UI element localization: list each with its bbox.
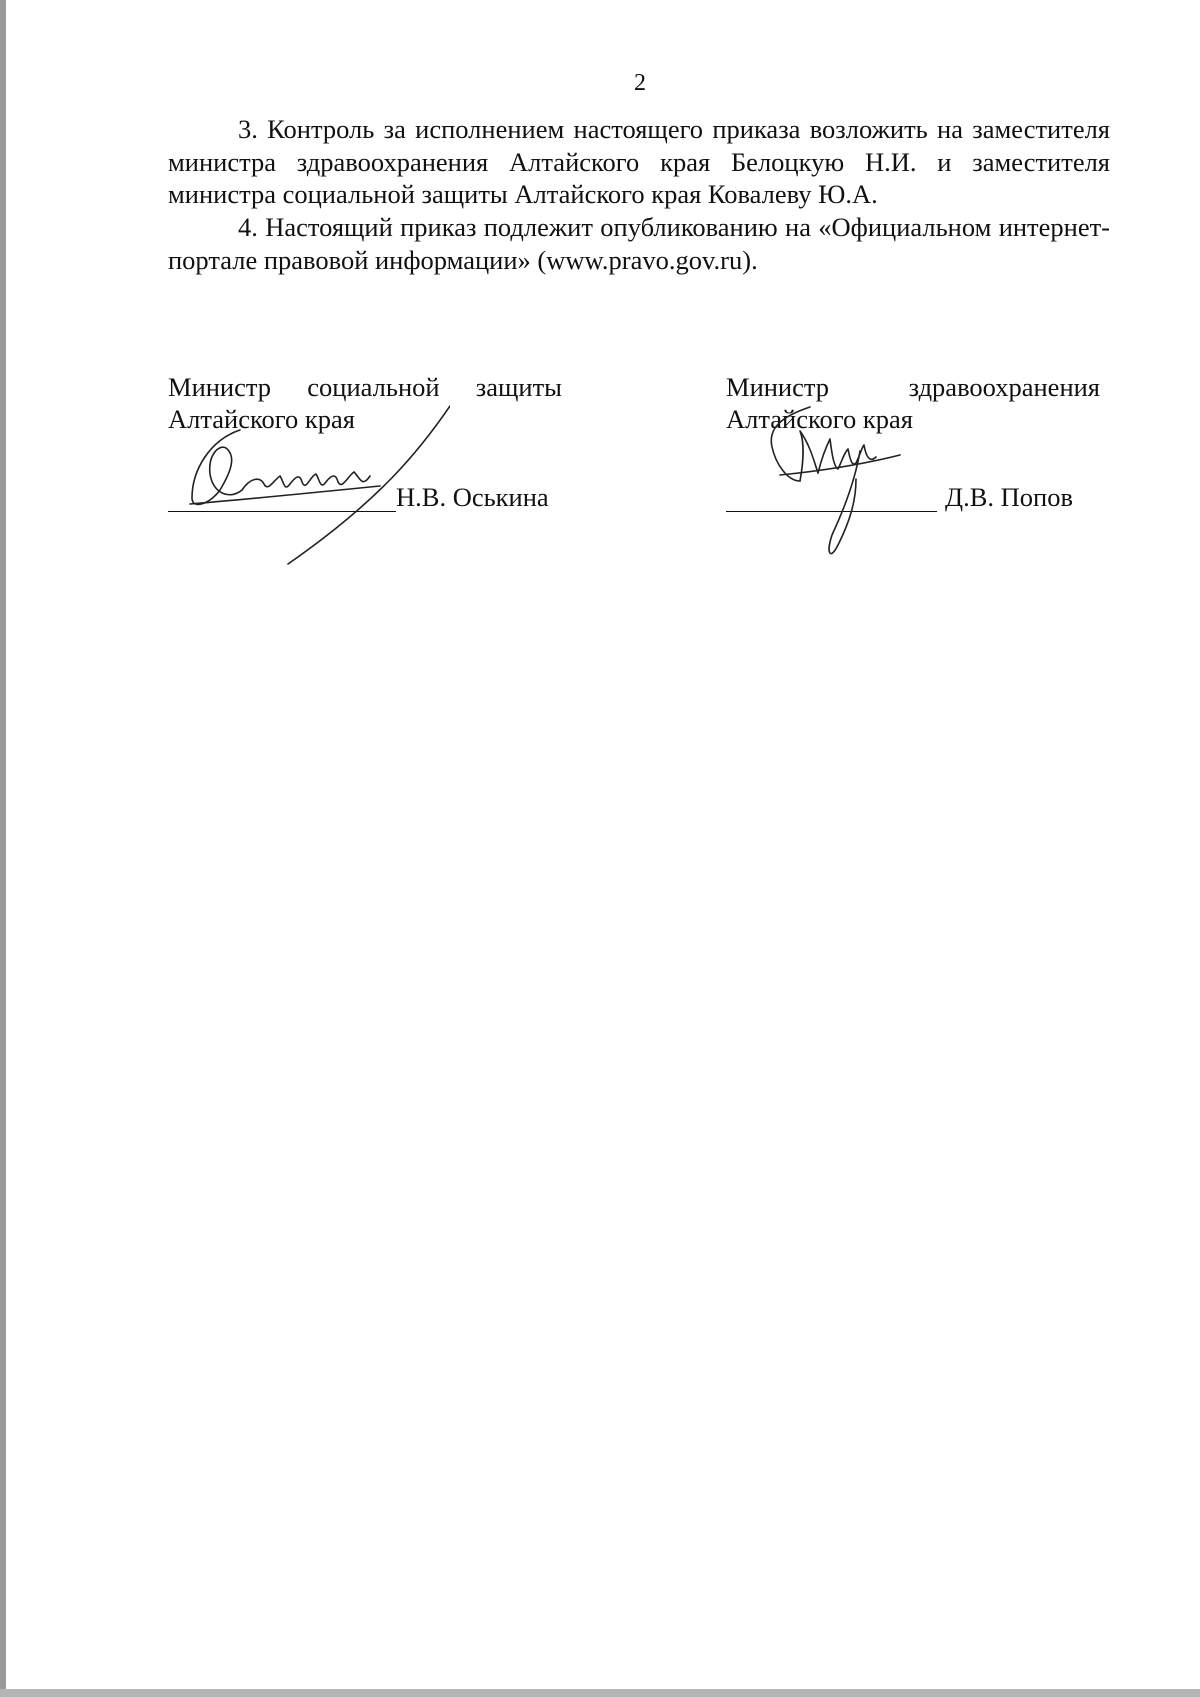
signatory-left-title-line1: Министр социальной защиты	[168, 372, 562, 402]
signatory-right-title-line1: Министр здравоохранения	[726, 372, 1100, 402]
scan-edge-bottom	[0, 1689, 1200, 1697]
page-number: 2	[634, 70, 646, 96]
signatory-left-title-line2: Алтайского края	[168, 404, 355, 434]
signatory-left-name: Н.В. Оськина	[396, 482, 549, 512]
signatory-right-title-line2: Алтайского края	[726, 404, 913, 434]
signature-blank-right	[726, 487, 937, 512]
scan-edge-left	[0, 0, 6, 1697]
signatory-right-title	[726, 371, 1100, 435]
signatory-right-signature-line	[726, 482, 1073, 512]
paragraph-3: 3. Контроль за исполнением настоящего приказа возложить на заместителя министра здравоохранения Алтайского края Белоцкую Н.И. и заместителя министра социальной защиты Алтайского края Ковалеву Ю.А.	[168, 114, 1110, 209]
signatory-left-signature-line	[168, 482, 549, 512]
signature-blank-left	[168, 487, 396, 512]
signatory-right-name: Д.В. Попов	[945, 482, 1073, 512]
signatory-left-title	[168, 371, 562, 435]
paragraph-4: 4. Настоящий приказ подлежит опубликованию на «Официальном интернет-портале правовой информации» (www.pravo.gov.ru).	[168, 212, 1110, 275]
